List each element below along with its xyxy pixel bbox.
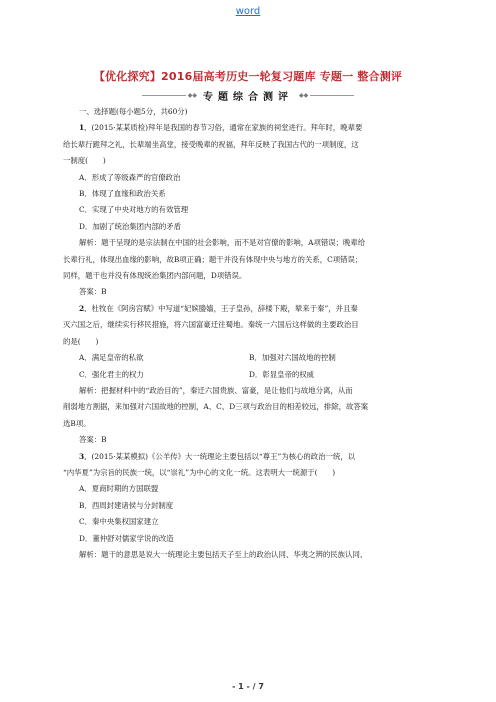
banner-right-line [310, 95, 354, 96]
question-3-number: 3． [79, 451, 92, 461]
question-2-line-3: 的是( ) [63, 336, 99, 346]
question-2-number: 2． [79, 303, 92, 313]
section-heading: 一、选择题(每小题5分，共60分) [79, 107, 188, 116]
banner-title: 专题综合测评 [203, 91, 293, 103]
question-2-line-1: 2．杜牧在《阿房宫赋》中写道“妃嫔媵嫱，王子皇孙，辞楼下殿，辇来于秦”，并且秦 [79, 303, 358, 313]
question-3-option-b: B．西周封建诸侯与分封制度 [79, 500, 174, 510]
question-1-analysis-2: 长辈行礼，体现出血缘的影响，故B项正确；题干并没有体现中央与地方的关系，C项错误； [63, 254, 363, 264]
question-1-option-c: C．实现了中央对地方的有效管理 [79, 205, 189, 215]
document-body [63, 104, 435, 563]
diamond-icon: ◆◆ [299, 91, 309, 99]
question-2-option-c: C．强化君主的权力 [79, 369, 144, 379]
question-2-option-d: D．彰显皇帝的权威 [249, 369, 315, 379]
question-3-line-2: “内华夏”为宗旨的民族一统，以“崇礼”为中心的文化一统。这表明大一统源于( ) [63, 467, 336, 477]
banner-left-line [142, 95, 186, 96]
question-3-analysis-1: 解析：题干的意思是说大一统理论主要包括天子至上的政治认同、华夷之辨的民族认同、 [79, 549, 368, 559]
question-2-analysis-2: 削弱地方割据，来加强对六国故地的控制，A、C、D三项与政治目的相差较远，排除，故答案 [63, 402, 369, 412]
question-1-line-3: 一制度( ) [63, 156, 106, 166]
question-1-answer: 答案：B [79, 287, 107, 297]
question-1-line-1: 1．(2015·某某质检)拜年是我国的春节习俗，通常在家族的祠堂进行。拜年时，晚辈要 [79, 123, 363, 133]
diamond-icon: ◆◆ [187, 91, 197, 99]
question-1-analysis-3: 同样，题干也并没有体现统治集团内部问题，D项错误。 [63, 271, 247, 281]
question-2-option-b: B．加强对六国故地的控制 [249, 353, 336, 363]
question-2-option-a: A．满足皇帝的私欲 [79, 353, 144, 363]
question-1-option-d: D．加剧了统治集团内部的矛盾 [79, 221, 182, 231]
page-header [0, 6, 496, 18]
question-2-options-row-1 [63, 350, 435, 366]
question-2-analysis-1: 解析：把握材料中的“政治目的”，秦迁六国贵族、富豪，是让他们与故地分离，从而 [79, 385, 353, 395]
question-1-analysis-1: 解析：题干呈现的是宗法制在中国的社会影响，而不是对官僚的影响，A项错误；晚辈给 [79, 238, 366, 248]
question-1-line-2: 给长辈行跪拜之礼，长辈端坐高堂，接受晚辈的祝福，拜年反映了我国古代的一项制度，这 [63, 139, 359, 149]
question-2-options-row-2 [63, 367, 435, 383]
section-banner [0, 88, 496, 102]
question-2-line-2: 灭六国之后，继续实行移民措施，将六国富豪迁往蜀地。秦统一六国后这样做的主要政治目 [63, 320, 359, 330]
question-1-number: 1． [79, 123, 92, 133]
header-word-link[interactable]: word [235, 6, 261, 17]
question-3-option-d: D．董仲舒对儒家学说的改造 [79, 533, 174, 543]
question-3-option-a: A．夏商时期的方国联盟 [79, 484, 159, 494]
question-1-option-b: B．体现了血缘和政治关系 [79, 189, 166, 199]
document-title: 【优化探究】2016届高考历史一轮复习题库 专题一 整合测评 [93, 70, 403, 83]
question-3-line-1: 3．(2015·某某模拟)《公羊传》大一统理论主要包括以“尊王”为核心的政治一统，以 [79, 451, 356, 461]
page-number: - 1 - / 7 [232, 682, 264, 691]
question-2-analysis-3: 选B项。 [63, 418, 91, 428]
question-3-option-c: C．秦中央集权国家建立 [79, 517, 159, 527]
question-1-option-a: A．形成了等级森严的官僚政治 [79, 172, 181, 182]
question-2-answer: 答案：B [79, 435, 107, 445]
